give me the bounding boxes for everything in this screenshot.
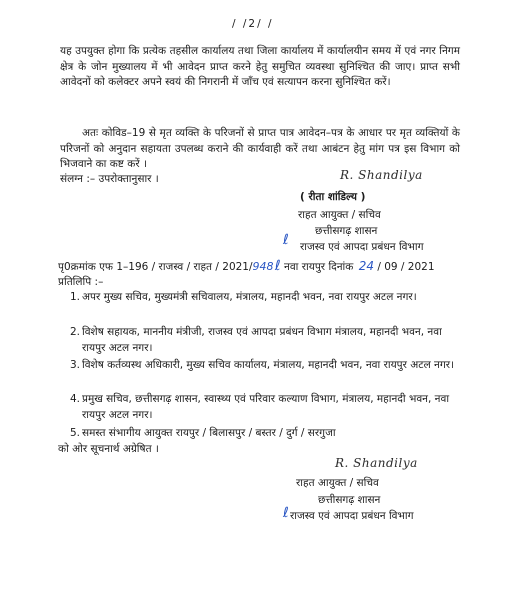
list-item: 2. विशेष सहायक, माननीय मंत्रीजी, राजस्व एवं आपदा प्रबंधन विभाग मंत्रालय, महानदी भवन, नवा रायपुर अटल नगर। [70,326,442,354]
date-suffix: / 09 / 2021 [377,261,435,273]
page-number: / /2/ / [232,18,274,30]
list-item: 1. अपर मुख्य सचिव, मुख्यमंत्री सचिवालय, मंत्रालय, महानदी भवन, नवा रायपुर अटल नगर। [70,291,417,303]
footer-title: राहत आयुक्त / सचिव [296,477,379,489]
list-item: 4. प्रमुख सचिव, छत्तीसगढ़ शासन, स्वास्थ्य एवं परिवार कल्याण विभाग, मंत्रालय, महानदी भवन, नवा रायपुर अटल नगर। [70,393,450,421]
city-date-label: नवा रायपुर दिनांक [284,261,354,273]
copy-to-label: प्रतिलिपि :– [58,276,104,288]
endorsement-line [58,259,435,276]
officer-name: ( रीता शांडिल्य ) [300,191,366,203]
officer-title: राहत आयुक्त / सचिव [298,209,381,221]
signature-1: R. Shandilya [340,168,423,182]
footer-department: राजस्व एवं आपदा प्रबंधन विभाग [290,510,414,522]
endorsement-number: पृ0क्रमांक एफ 1–196 / राजस्व / राहत / 2021/ [58,261,253,273]
signature-2: R. Shandilya [335,456,418,470]
list-item: 5. समस्त संभागीय आयुक्त रायपुर / बिलासपुर / बस्तर / दुर्ग / सरगुजा [70,427,336,439]
list-item: 3. विशेष कर्तव्यस्थ अधिकारी, मुख्य सचिव कार्यालय, मंत्रालय, महानदी भवन, नवा रायपुर अटल नगर। [70,359,455,371]
handwritten-dispatch-number: 948 [252,260,274,273]
handwritten-initial: ℓ [274,258,281,274]
paragraph-verification: यह उपयुक्त होगा कि प्रत्येक तहसील कार्यालय तथा जिला कार्यालय में कार्यालयीन समय में एवं नगर निगम क्षेत्र के जोन मुख्यालय में भी आवेदन प्राप्त करने हेतु समुचित व्यवस्था सुनिश्चित की जाए। प्राप्त सभी आवेदनों को कलेक्टर अपने स्वयं की निगरानी में जाँच एवं सत्यापन करना सुनिश्चित करें। [60,45,460,88]
handwritten-tick-mark-2: ℓ [283,505,289,521]
department-name: राजस्व एवं आपदा प्रबंधन विभाग [300,241,424,253]
handwritten-tick-mark: ℓ [283,232,289,248]
footer-government: छत्तीसगढ़ शासन [318,494,381,506]
item5-continuation: को ओर सूचनार्थ अग्रेषित । [58,443,159,455]
government-name: छत्तीसगढ़ शासन [315,225,378,237]
paragraph-action: अतः कोविड–19 से मृत व्यक्ति के परिजनों से प्राप्त पात्र आवेदन–पत्र के आधार पर मृत व्यक्तियों के परिजनों को अनुदान सहायता उपलब्ध कराने की कार्यवाही करें तथा आबंटन हेतु मांग पत्र इस विभाग को भिजवाने का कष्ट करें । [60,127,460,170]
handwritten-day: 24 [358,259,374,273]
enclosure-line: संलग्न :– उपरोक्तानुसार । [60,173,159,185]
